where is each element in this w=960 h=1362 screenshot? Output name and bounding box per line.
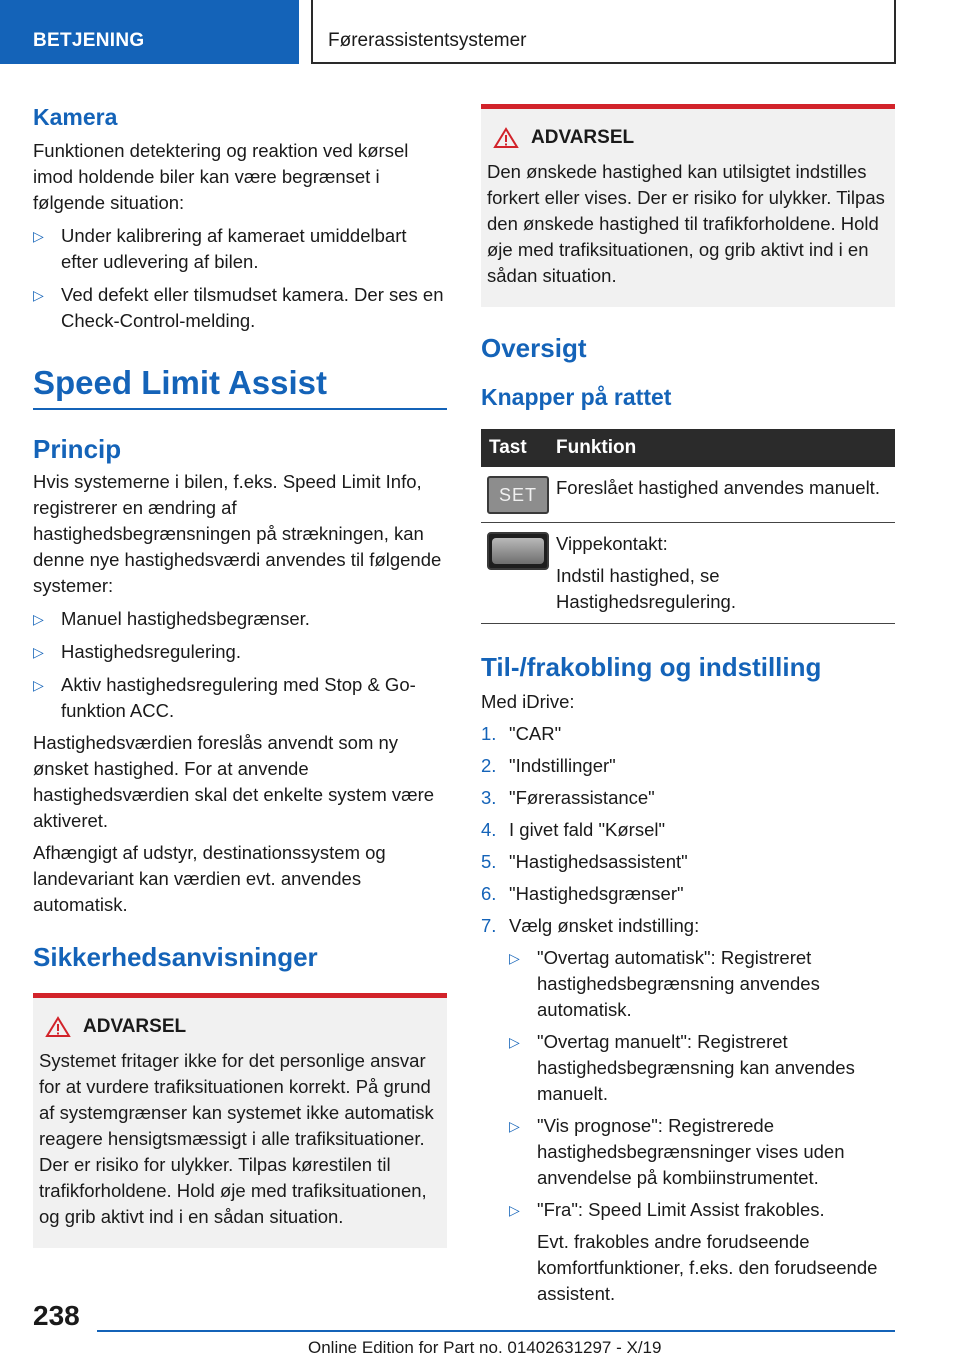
triangle-bullet-icon: ▷ bbox=[33, 677, 44, 693]
oversigt-heading: Oversigt bbox=[481, 333, 587, 363]
list-item: ▷ "Overtag manuelt": Registreret hastighedsbegrænsning kan anvendes manuelt. bbox=[509, 1031, 855, 1104]
step-item: 1. "CAR" bbox=[481, 723, 562, 744]
kamera-list bbox=[33, 223, 447, 334]
step-item: 7. Vælg ønsket indstilling: ▷ "Overtag automatisk": Registreret hastighedsbegrænsning anvendes automatisk. ▷ "Overtag manuelt": Registreret hastighedsbegrænsning kan anvendes manuelt. ▷ "Vis prognose": Registrerede hastighedsbegrænsninger vises uden anvendelse på kombiinstrumentet. ▷ "Fra": Speed Limit Assist frakobles. Evt. frakobles andre forudseende komfortfunktioner, f.eks. den forudseende assistent. bbox=[481, 913, 895, 1307]
step-item: 2. "Indstillinger" bbox=[481, 755, 616, 776]
rocker-switch-icon bbox=[487, 532, 549, 570]
sikker-heading: Sikkerhedsanvisninger bbox=[33, 942, 318, 972]
option-list bbox=[509, 945, 895, 1307]
table-row bbox=[481, 467, 895, 523]
list-item: ▷ "Vis prognose": Registrerede hastighedsbegrænsninger vises uden anvendelse på kombiinstrumentet. bbox=[509, 1115, 845, 1188]
list-item: ▷ "Overtag automatisk": Registreret hastighedsbegrænsning anvendes automatisk. bbox=[509, 947, 820, 1020]
list-item: ▷ Ved defekt eller tilsmudset kamera. Der ses en Check-Control-melding. bbox=[33, 284, 444, 331]
princip-list bbox=[33, 606, 447, 724]
row-function: Foreslået hastighed anvendes manuelt. bbox=[556, 467, 895, 523]
triangle-bullet-icon: ▷ bbox=[509, 1202, 520, 1218]
table-row bbox=[481, 523, 895, 624]
warning-body: Systemet fritager ikke for det personlige ansvar for at vurdere trafiksituationen korrekt. På grund af systemgrænser kan systemet ikke automatisk reagere hensigtsmæssigt i alle trafiksituationer. Der er risiko for ulykker. Tilpas kørestilen til trafikforholdene. Hold øje med trafiksituationen, og grib aktivt ind i en sådan situation. bbox=[39, 1050, 434, 1227]
col-header-tast: Tast bbox=[481, 429, 556, 467]
triangle-bullet-icon: ▷ bbox=[33, 611, 44, 627]
triangle-bullet-icon: ▷ bbox=[509, 1118, 520, 1134]
princip-intro: Hvis systemerne i bilen, f.eks. Speed Limit Info, registrerer en ændring af hastighedsbegrænsningen på strækningen, kan denne nye hastighedsværdi anvendes til følgende systemer: bbox=[33, 471, 442, 596]
set-button-icon: SET bbox=[487, 476, 549, 514]
til-heading: Til-/frakobling og indstilling bbox=[481, 652, 822, 682]
list-item: ▷ "Fra": Speed Limit Assist frakobles. Evt. frakobles andre forudseende komfortfunktioner, f.eks. den forudseende assistent. bbox=[509, 1197, 895, 1307]
triangle-bullet-icon: ▷ bbox=[509, 950, 520, 966]
warning-box-1 bbox=[33, 993, 447, 1248]
row-function-detail: Indstil hastighed, se Hastighedsregulering. bbox=[556, 565, 736, 612]
princip-paragraph-2: Hastighedsværdien foreslås anvendt som ny ønsket hastighed. For at anvende hastighedsværdien skal det enkelte system være aktiveret. bbox=[33, 732, 435, 831]
knapper-heading: Knapper på rattet bbox=[481, 384, 672, 410]
table-header bbox=[481, 429, 895, 467]
step-item: 4. I givet fald "Kørsel" bbox=[481, 819, 666, 840]
page-number: 238 bbox=[33, 1300, 80, 1331]
right-column bbox=[481, 104, 895, 1307]
triangle-bullet-icon: ▷ bbox=[509, 1034, 520, 1050]
steps-list bbox=[481, 721, 895, 1307]
button-table bbox=[481, 429, 895, 624]
step-item: 3. "Førerassistance" bbox=[481, 787, 655, 808]
triangle-bullet-icon: ▷ bbox=[33, 287, 44, 303]
kamera-intro: Funktionen detektering og reaktion ved kørsel imod holdende biler kan være begrænset i følgende situation: bbox=[33, 140, 409, 213]
list-item: ▷ Aktiv hastighedsregulering med Stop & Go-funktion ACC. bbox=[33, 674, 416, 721]
list-item: ▷ Hastighedsregulering. bbox=[33, 639, 447, 665]
chapter-tab bbox=[311, 0, 896, 64]
left-column bbox=[33, 100, 447, 1248]
main-heading: Speed Limit Assist bbox=[33, 364, 328, 401]
warning-title: ADVARSEL bbox=[487, 127, 889, 149]
main-heading-wrap bbox=[33, 364, 447, 410]
triangle-bullet-icon: ▷ bbox=[33, 644, 44, 660]
list-item: ▷ Under kalibrering af kameraet umiddelbart efter udlevering af bilen. bbox=[33, 225, 407, 272]
kamera-heading: Kamera bbox=[33, 104, 118, 130]
section-label: BETJENING bbox=[33, 30, 145, 51]
princip-heading: Princip bbox=[33, 434, 122, 464]
triangle-bullet-icon: ▷ bbox=[33, 228, 44, 244]
step-item: 5. "Hastighedsassistent" bbox=[481, 851, 688, 872]
list-item: ▷ Manuel hastighedsbegrænser. bbox=[33, 606, 447, 632]
warning-box-2 bbox=[481, 104, 895, 307]
warning-title: ADVARSEL bbox=[39, 1016, 441, 1038]
col-header-funktion: Funktion bbox=[556, 429, 895, 467]
chapter-label: Førerassistentsystemer bbox=[328, 30, 527, 51]
section-tab bbox=[0, 0, 299, 64]
princip-paragraph-3: Afhængigt af udstyr, destinationssystem og landevariant kan værdien evt. anvendes automatisk. bbox=[33, 842, 386, 915]
row-function: Vippekontakt: bbox=[556, 533, 668, 554]
option-note: Evt. frakobles andre forudseende komfortfunktioner, f.eks. den forudseende assistent. bbox=[537, 1231, 878, 1304]
warning-triangle-icon bbox=[493, 127, 519, 149]
edition-text: Online Edition for Part no. 01402631297 - X/19 bbox=[308, 1338, 662, 1357]
step-item: 6. "Hastighedsgrænser" bbox=[481, 883, 684, 904]
footer-rule bbox=[97, 1330, 895, 1332]
til-intro: Med iDrive: bbox=[481, 691, 575, 712]
warning-triangle-icon bbox=[45, 1016, 71, 1038]
warning-body: Den ønskede hastighed kan utilsigtet indstilles forkert eller vises. Der er risiko for ulykker. Tilpas den ønskede hastighed til trafikforholdene. Hold øje med trafiksituationen, og grib aktivt ind i en sådan situation. bbox=[487, 161, 885, 286]
